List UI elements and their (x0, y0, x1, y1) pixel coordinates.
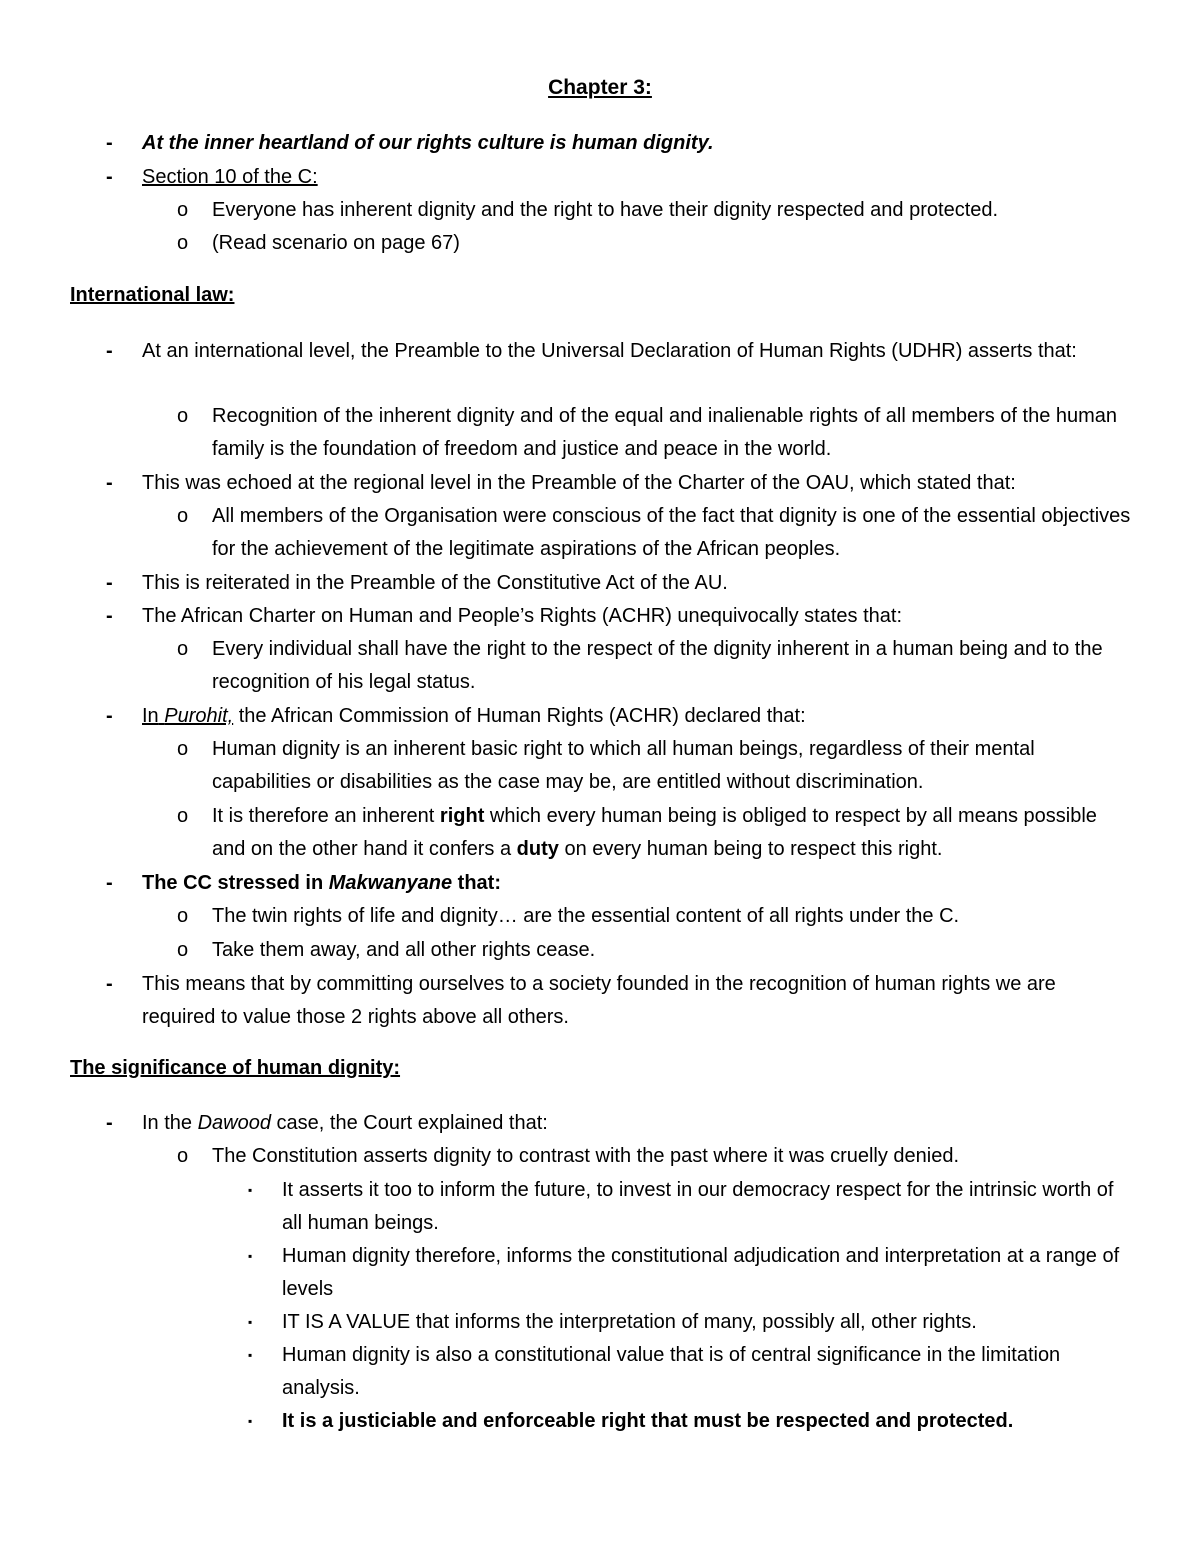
item-text: Human dignity therefore, informs the constitutional adjudication and interpretation at a range of levels (282, 1245, 1120, 1301)
dash-bullet: - (106, 605, 113, 627)
emphasis-right: right (439, 805, 485, 827)
list-item (106, 161, 1116, 194)
dash-bullet: - (106, 166, 113, 188)
circle-bullet: o (177, 805, 189, 827)
item-text: Human dignity is also a constitutional value that is of central significance in the limitation analysis. (282, 1344, 1061, 1400)
list-item (106, 700, 1116, 733)
dash-bullet: - (106, 872, 113, 894)
square-bullet: ▪ (248, 1348, 253, 1362)
list-item (106, 968, 1116, 1035)
section-heading-international-law: International law: (70, 284, 235, 306)
text-part: that: (452, 872, 501, 894)
square-bullet: ▪ (248, 1414, 253, 1428)
dash-bullet: - (106, 340, 113, 362)
circle-bullet: o (177, 738, 189, 760)
item-text: Human dignity is an inherent basic right to which all human beings, regardless of their mental capabilities or disabilities as the case may be, are entitled without discrimination. (212, 738, 1035, 794)
sub-list-item (177, 400, 1132, 467)
item-text: At the inner heartland of our rights culture is human dignity. (142, 132, 714, 154)
text-part: It is therefore an inherent (212, 805, 440, 827)
sub-list-item (177, 633, 1132, 700)
list-item (106, 467, 1116, 500)
square-list-item (248, 1339, 1128, 1406)
sub-list-item (177, 194, 1132, 227)
circle-bullet: o (177, 939, 189, 961)
sub-list-item (177, 1140, 1132, 1173)
circle-bullet: o (177, 638, 189, 660)
list-item (106, 1107, 1116, 1140)
chapter-title: Chapter 3: (548, 76, 652, 99)
item-text: This means that by committing ourselves to a society founded in the recognition of human rights we are required to value those 2 rights above all others. (142, 973, 1056, 1029)
sub-list-item (177, 733, 1132, 800)
dash-bullet: - (106, 705, 113, 727)
text-part: In the (142, 1112, 198, 1134)
dash-bullet: - (106, 1112, 113, 1134)
case-name-dawood: Dawood (197, 1112, 271, 1134)
circle-bullet: o (177, 199, 189, 221)
item-text: IT IS A VALUE that informs the interpretation of many, possibly all, other rights. (282, 1311, 977, 1333)
case-name-makwanyane: Makwanyane (328, 872, 453, 894)
sub-list-item (177, 934, 1132, 967)
item-text: Recognition of the inherent dignity and of the equal and inalienable rights of all members of the human family is the foundation of freedom and justice and peace in the world. (212, 405, 1118, 461)
item-text (212, 800, 1132, 867)
item-text: All members of the Organisation were conscious of the fact that dignity is one of the essential objectives for the achievement of the legitimate aspirations of the African peoples. (212, 505, 1131, 561)
item-text: The Constitution asserts dignity to contrast with the past where it was cruelly denied. (212, 1145, 960, 1167)
emphasis-duty: duty (516, 838, 559, 861)
item-text: Every individual shall have the right to the respect of the dignity inherent in a human being and to the recognition of his legal status. (212, 638, 1103, 694)
item-text: It asserts it too to inform the future, to invest in our democracy respect for the intrinsic worth of all human beings. (282, 1179, 1114, 1235)
circle-bullet: o (177, 505, 189, 527)
circle-bullet: o (177, 1145, 189, 1167)
item-text: Section 10 of the C: (142, 166, 318, 188)
square-bullet: ▪ (248, 1183, 253, 1197)
item-text: The twin rights of life and dignity… are the essential content of all rights under the C. (212, 905, 960, 927)
text-part: which every human being is obliged to respect by all means possible and on the other hand it confers a (212, 805, 1097, 861)
text-part: The CC stressed in (142, 872, 329, 894)
item-text (142, 1107, 1116, 1140)
text-part: case, the Court explained that: (271, 1112, 548, 1134)
item-text (142, 700, 1116, 733)
square-list-item (248, 1174, 1128, 1241)
list-item (106, 127, 1116, 160)
dash-bullet: - (106, 132, 113, 154)
item-text: At an international level, the Preamble to the Universal Declaration of Human Rights (UDHR) asserts that: (142, 340, 1077, 362)
square-bullet: ▪ (248, 1315, 253, 1329)
square-list-item (248, 1405, 1128, 1438)
list-item (106, 567, 1116, 600)
dash-bullet: - (106, 973, 113, 995)
in-word: In (142, 705, 159, 727)
item-text: Everyone has inherent dignity and the right to have their dignity respected and protected. (212, 199, 999, 221)
square-list-item (248, 1240, 1128, 1307)
circle-bullet: o (177, 232, 189, 254)
item-text (142, 867, 1116, 900)
circle-bullet: o (177, 905, 189, 927)
item-text: It is a justiciable and enforceable right that must be respected and protected. (282, 1410, 1014, 1432)
text-part: on every human being to respect this right. (558, 838, 943, 861)
dash-bullet: - (106, 472, 113, 494)
square-bullet: ▪ (248, 1249, 253, 1263)
sub-list-item (177, 800, 1132, 867)
case-name-purohit: Purohit, (164, 705, 234, 727)
list-item (106, 335, 1116, 368)
square-list-item (248, 1306, 1128, 1339)
sub-list-item (177, 900, 1132, 933)
sub-list-item (177, 227, 1132, 260)
item-text: This is reiterated in the Preamble of the Constitutive Act of the AU. (142, 572, 728, 594)
list-item (106, 867, 1116, 900)
item-text: This was echoed at the regional level in the Preamble of the Charter of the OAU, which stated that: (142, 472, 1016, 494)
item-text: (Read scenario on page 67) (212, 232, 460, 254)
item-text: The African Charter on Human and People’s Rights (ACHR) unequivocally states that: (142, 605, 903, 627)
sub-list-item (177, 500, 1132, 567)
item-text: Take them away, and all other rights cease. (212, 939, 596, 961)
section-heading-significance: The significance of human dignity: (70, 1057, 401, 1079)
list-item (106, 600, 1116, 633)
dash-bullet: - (106, 572, 113, 594)
item-text-rest: the African Commission of Human Rights (ACHR) declared that: (233, 705, 806, 727)
circle-bullet: o (177, 405, 189, 427)
